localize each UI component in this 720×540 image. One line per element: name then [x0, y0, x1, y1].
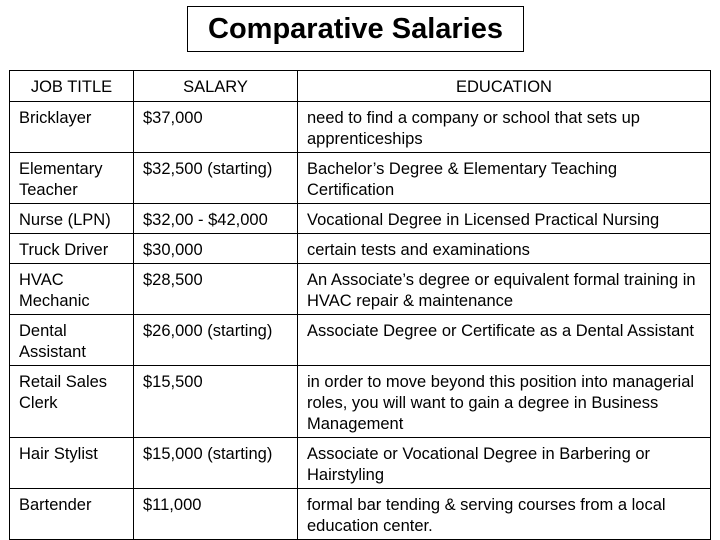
salary-cell: $15,000 (starting): [134, 438, 298, 489]
education-cell: Associate Degree or Certificate as a Dental Assistant: [298, 315, 711, 366]
table-row: [10, 264, 711, 315]
job-title-cell: Hair Stylist: [10, 438, 134, 489]
education-cell: formal bar tending & serving courses from a local education center.: [298, 489, 711, 540]
table-row: [10, 315, 711, 366]
table-row: [10, 438, 711, 489]
job-title-cell: Dental Assistant: [10, 315, 134, 366]
salary-cell: $15,500: [134, 366, 298, 438]
column-header-education: EDUCATION: [298, 71, 711, 102]
table-row: [10, 366, 711, 438]
education-cell: Associate or Vocational Degree in Barbering or Hairstyling: [298, 438, 711, 489]
job-title-cell: Elementary Teacher: [10, 153, 134, 204]
table-header-row: [10, 71, 711, 102]
salary-table: [9, 70, 711, 540]
column-header-job-title: JOB TITLE: [10, 71, 134, 102]
education-cell: need to find a company or school that sets up apprenticeships: [298, 102, 711, 153]
education-cell: Bachelor’s Degree & Elementary Teaching Certification: [298, 153, 711, 204]
education-cell: in order to move beyond this position into managerial roles, you will want to gain a degree in Business Management: [298, 366, 711, 438]
job-title-cell: Retail Sales Clerk: [10, 366, 134, 438]
salary-cell: $37,000: [134, 102, 298, 153]
job-title-cell: Bartender: [10, 489, 134, 540]
job-title-cell: Truck Driver: [10, 234, 134, 264]
page-title: Comparative Salaries: [187, 6, 524, 52]
job-title-cell: Bricklayer: [10, 102, 134, 153]
education-cell: An Associate’s degree or equivalent formal training in HVAC repair & maintenance: [298, 264, 711, 315]
salary-cell: $30,000: [134, 234, 298, 264]
salary-cell: $11,000: [134, 489, 298, 540]
table-row: [10, 234, 711, 264]
job-title-cell: HVAC Mechanic: [10, 264, 134, 315]
salary-cell: $32,500 (starting): [134, 153, 298, 204]
table-row: [10, 153, 711, 204]
salary-cell: $28,500: [134, 264, 298, 315]
table-row: [10, 489, 711, 540]
salary-cell: $26,000 (starting): [134, 315, 298, 366]
job-title-cell: Nurse (LPN): [10, 204, 134, 234]
education-cell: certain tests and examinations: [298, 234, 711, 264]
table-row: [10, 102, 711, 153]
column-header-salary: SALARY: [134, 71, 298, 102]
education-cell: Vocational Degree in Licensed Practical Nursing: [298, 204, 711, 234]
table-row: [10, 204, 711, 234]
salary-cell: $32,00 - $42,000: [134, 204, 298, 234]
